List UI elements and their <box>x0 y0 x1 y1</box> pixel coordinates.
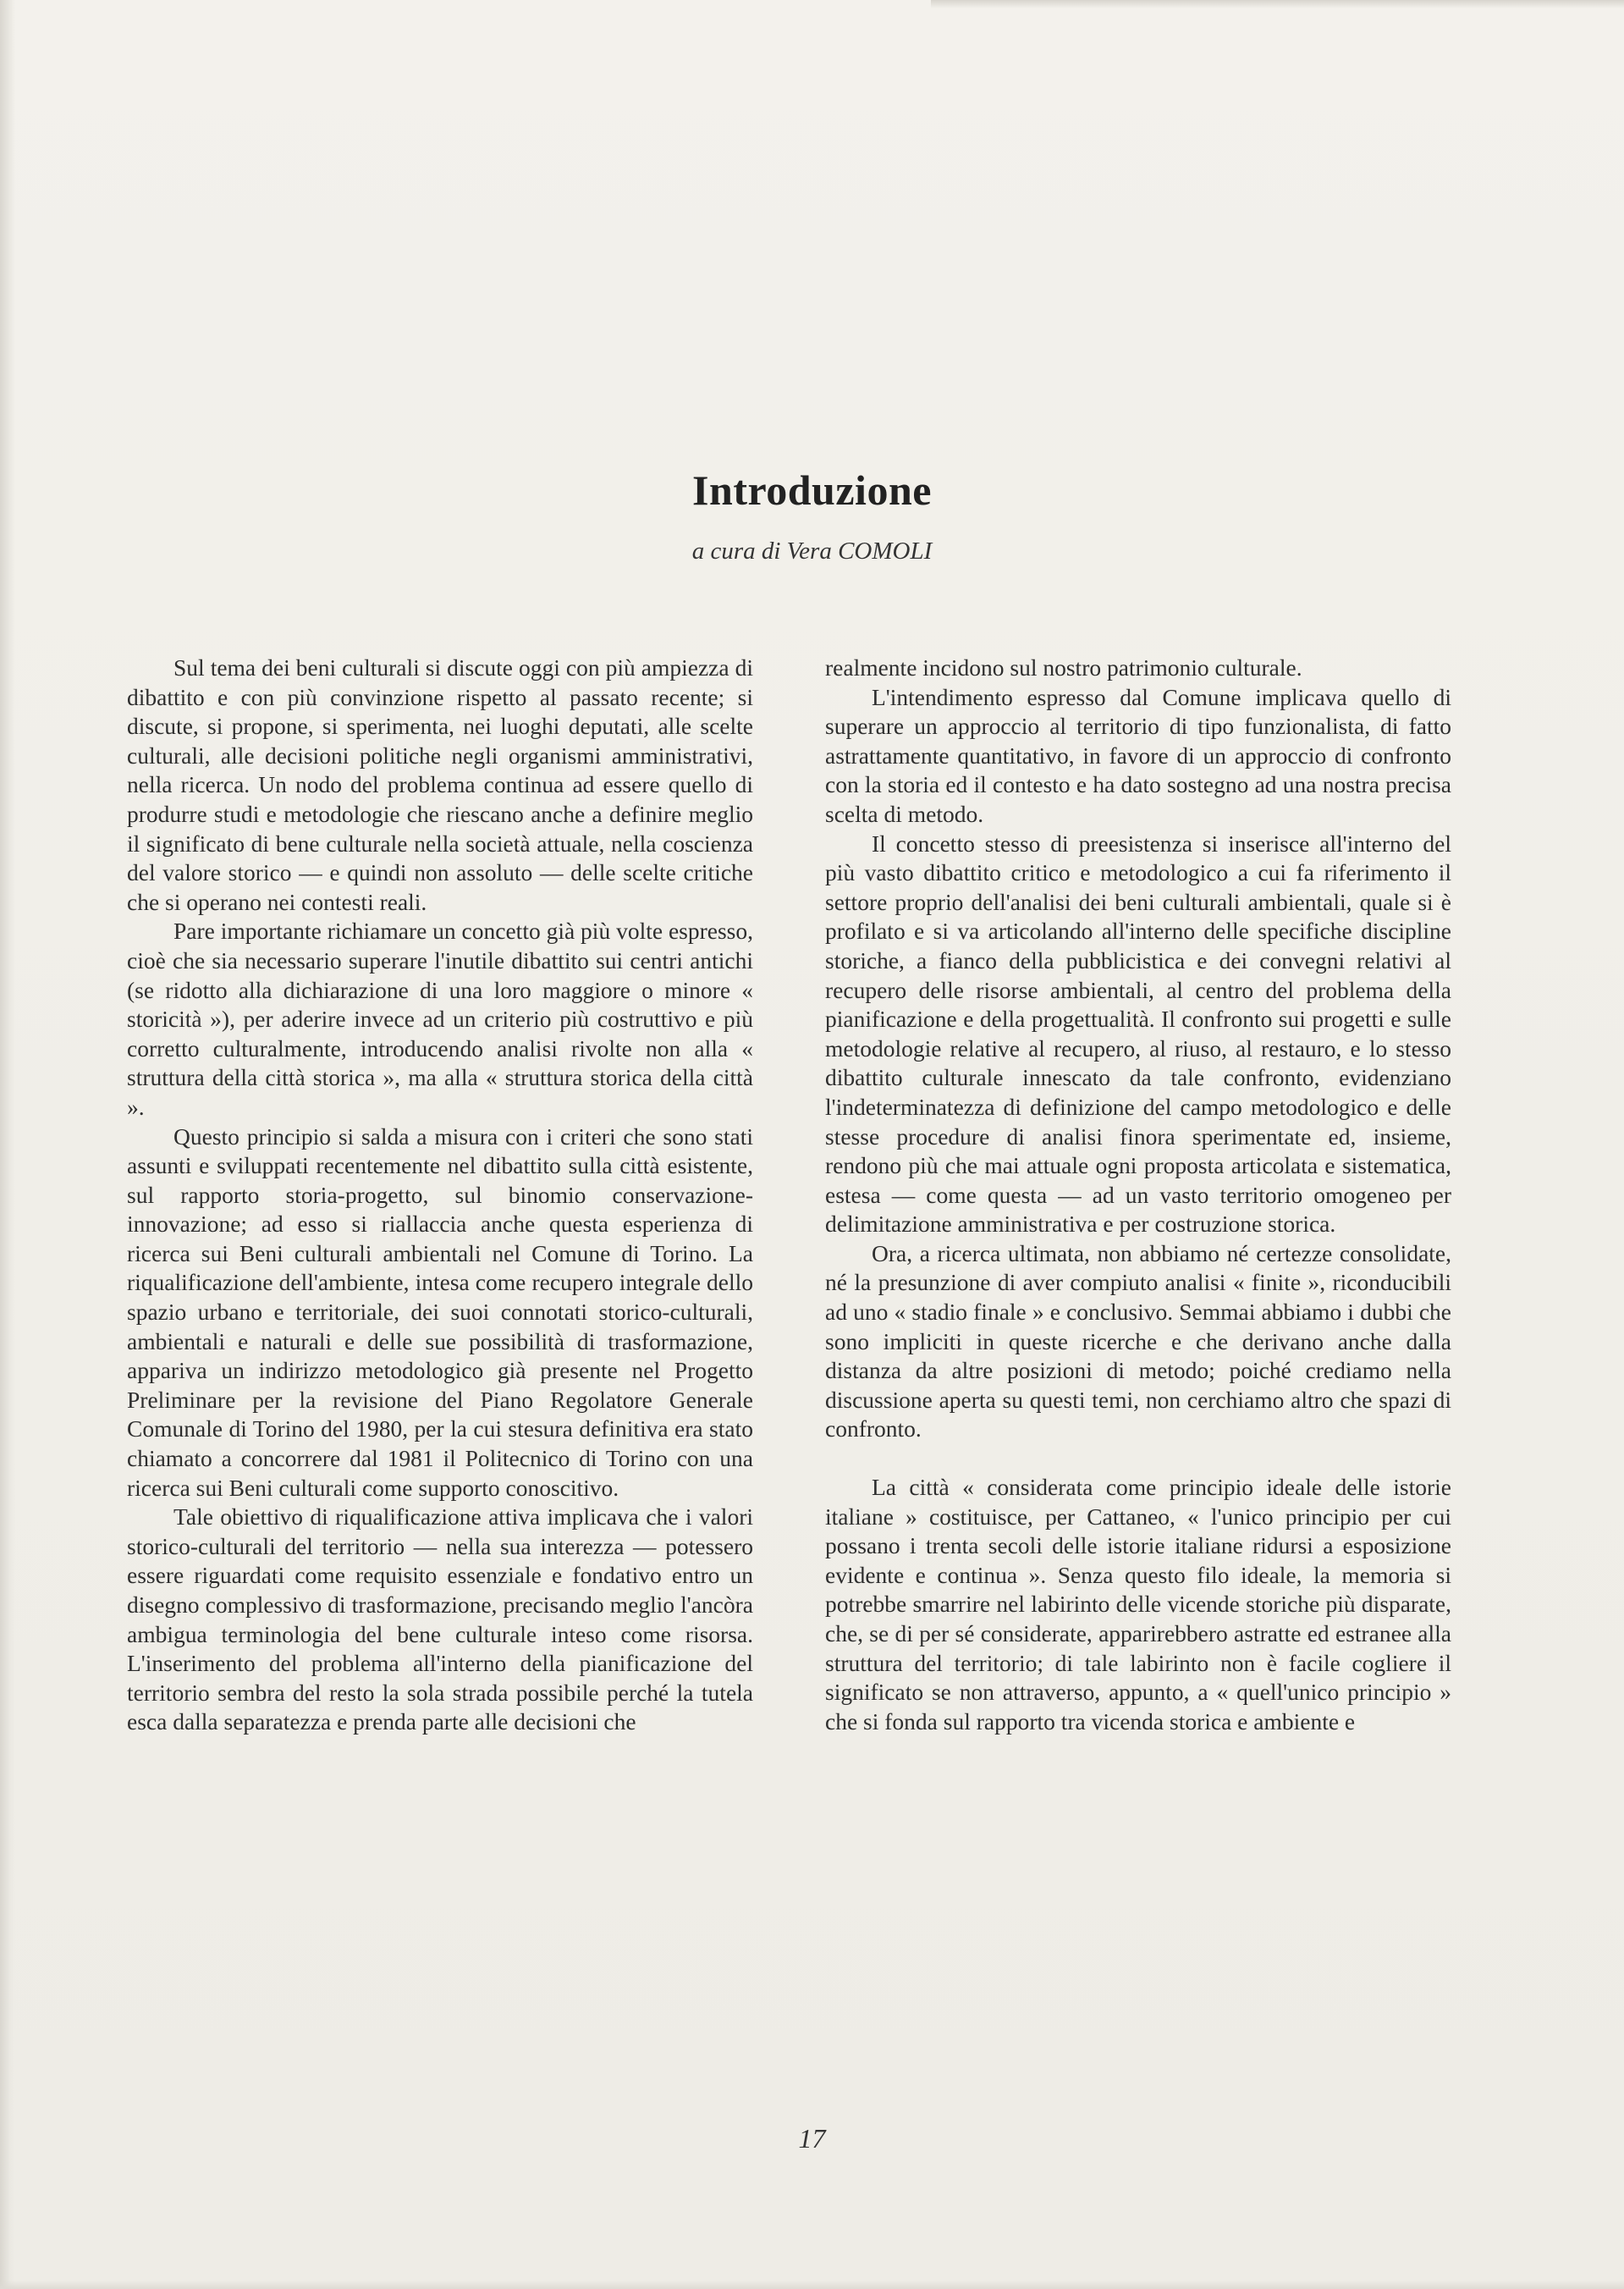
paragraph: Sul tema dei beni culturali si discute oggi con più ampiezza di dibattito e con più convinzione rispetto al passato recente; si discute, si propone, si sperimenta, nei luoghi deputati, alle scelte culturali, alle decisioni politiche negli organismi amministrativi, nella ricerca. Un nodo del problema continua ad essere quello di produrre studi e metodologie che riescano anche a definire meglio il significato di bene culturale nella società attuale, nella coscienza del valore storico — e quindi non assoluto — delle scelte critiche che si operano nei contesti reali. <box>127 654 753 915</box>
left-column <box>127 654 753 1737</box>
page-title: Introduzione <box>692 466 932 514</box>
paragraph: La città « considerata come principio ideale delle istorie italiane » costituisce, per Cattaneo, « l'unico principio per cui possano i trenta secoli delle istorie italiane ridursi a esposizione evidente e continua ». Senza questo filo ideale, la memoria si potrebbe smarrire nel labirinto delle vicende storiche più disparate, che, se di per sé considerate, apparirebbero astratte ed estranee alla struttura del territorio; di tale labirinto non è facile cogliere il significato se non attraverso, appunto, a « quell'unico principio » che si fonda sul rapporto tra vicenda storica e ambiente e <box>825 1474 1451 1735</box>
paragraph: Ora, a ricerca ultimata, non abbiamo né certezze consolidate, né la presunzione di aver compiuto analisi « finite », riconducibili ad uno « stadio finale » e conclusivo. Semmai abbiamo i dubbi che sono impliciti in queste ricerche e che derivano anche dalla distanza da altre posizioni di metodo; poiché crediamo nella discussione aperta su questi temi, non cerchiamo altro che spazi di confronto. <box>825 1239 1451 1442</box>
paragraph: Tale obiettivo di riqualificazione attiva implicava che i valori storico-culturali del territorio — nella sua interezza — potessero essere riguardati come requisito essenziale e fondativo entro un disegno complessivo di trasformazione, precisando meglio l'ancòra ambigua terminologia del bene culturale inteso come risorsa. L'inserimento del problema all'interno della pianificazione del territorio sembra del resto la sola strada possibile perché la tutela esca dalla separatezza e prenda parte alle decisioni che <box>127 1503 753 1735</box>
paragraph: realmente incidono sul nostro patrimonio culturale. <box>825 654 1302 681</box>
paragraph: Il concetto stesso di preesistenza si inserisce all'interno del più vasto dibattito critico e metodologico a cui fa riferimento il settore proprio dell'analisi dei beni culturali ambientali, quale si è profilato e si va articolando all'interno delle specifiche discipline storiche, a fianco della pubblicistica e dei convegni relativi al recupero delle risorse ambientali, al centro del problema della pianificazione e della progettualità. Il confronto sui progetti e sulle metodologie relative al recupero, al riuso, al restauro, e lo stesso dibattito culturale innescato da tale confronto, evidenziano l'indeterminatezza di definizione del campo metodologico e delle stesse procedure di analisi finora sperimentate ed, insieme, rendono più che mai attuale ogni proposta articolata e sistematica, estesa — come questa — ad un vasto territorio omogeneo per delimitazione amministrativa e per costruzione storica. <box>825 830 1451 1238</box>
page-top-edge-shadow <box>931 0 1624 8</box>
paragraph: L'intendimento espresso dal Comune implicava quello di superare un approccio al territorio di tipo funzionalista, di fatto astrattamente quantitativo, in favore di un approccio di confronto con la storia ed il contesto e ha dato sostegno ad una nostra precisa scelta di metodo. <box>825 683 1451 827</box>
page-subtitle: a cura di Vera COMOLI <box>691 538 933 565</box>
page-bottom-edge-shadow <box>0 2281 1624 2289</box>
paragraph: Questo principio si salda a misura con i criteri che sono stati assunti e sviluppati recentemente nel dibattito sulla città esistente, sul rapporto storia-progetto, sul binomio conservazione-innovazione; ad esso si riallaccia anche questa esperienza di ricerca sui Beni culturali ambientali nel Comune di Torino. La riqualificazione dell'ambiente, intesa come recupero integrale dello spazio urbano e territoriale, dei suoi connotati storico-culturali, ambientali e naturali e delle sue possibilità di trasformazione, appariva un indirizzo metodologico già presente nel Progetto Preliminare per la revisione del Piano Regolatore Generale Comunale di Torino del 1980, per la cui stesura definitiva era stato chiamato a concorrere dal 1981 il Politecnico di Torino con una ricerca sui Beni culturali come supporto conoscitivo. <box>127 1122 753 1501</box>
page-left-edge-shadow <box>0 0 15 2289</box>
page-number: 17 <box>798 2123 826 2154</box>
right-column <box>825 654 1451 1736</box>
paragraph: Pare importante richiamare un concetto già più volte espresso, cioè che sia necessario superare l'inutile dibattito sui centri antichi (se ridotto alla dichiarazione di una loro maggiore o minore « storicità »), per aderire invece ad un criterio più costruttivo e più corretto culturalmente, introducendo analisi rivolte non alla « struttura della città storica », ma alla « struttura storica della città ». <box>127 918 753 1120</box>
